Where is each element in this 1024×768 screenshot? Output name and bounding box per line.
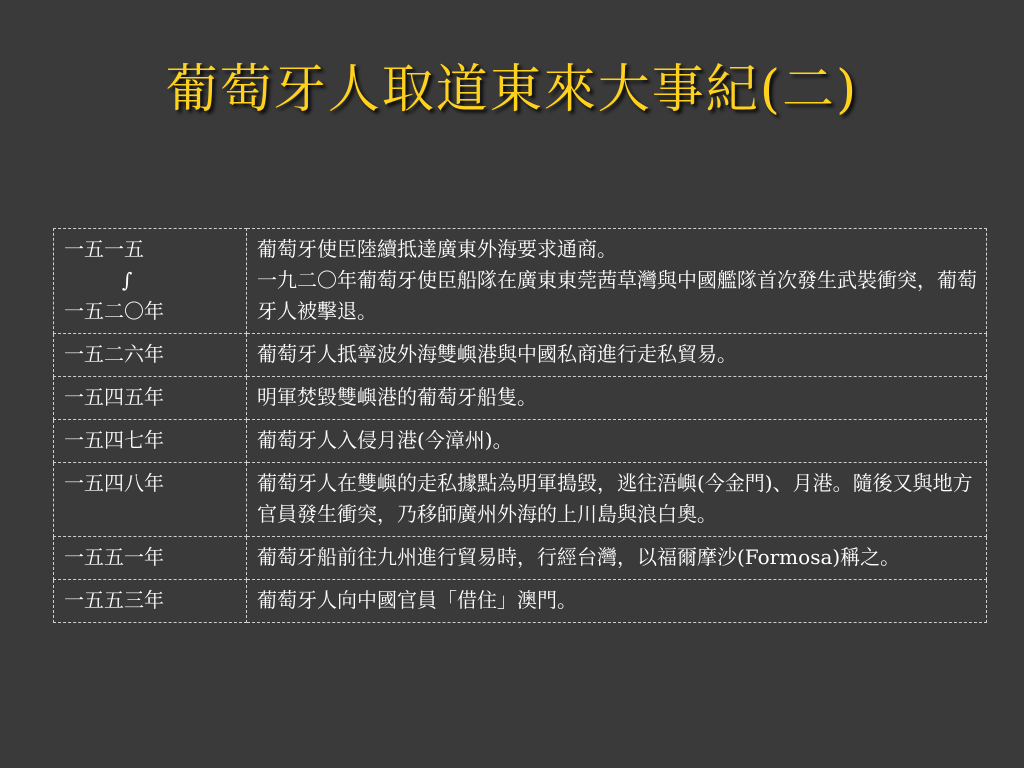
range-symbol: ∫	[122, 268, 133, 292]
table-row	[54, 229, 987, 334]
year-cell: 一五五一年	[54, 537, 247, 580]
year-cell: 一五二六年	[54, 334, 247, 377]
event-text: 一九二〇年葡萄牙使臣船隊在廣東東莞茜草灣與中國艦隊首次發生武裝衝突，葡萄牙人被擊退。	[257, 268, 977, 323]
table-row	[54, 334, 987, 377]
table-row	[54, 377, 987, 420]
year-cell: 一五五三年	[54, 580, 247, 623]
year-start: 一五一五	[64, 237, 144, 261]
table-row	[54, 420, 987, 463]
event-cell: 明軍焚毀雙嶼港的葡萄牙船隻。	[247, 377, 987, 420]
event-cell: 葡萄牙人抵寧波外海雙嶼港與中國私商進行走私貿易。	[247, 334, 987, 377]
event-cell: 葡萄牙人入侵月港(今漳州)。	[247, 420, 987, 463]
year-end: 一五二〇年	[64, 299, 164, 323]
event-cell: 葡萄牙船前往九州進行貿易時，行經台灣，以福爾摩沙(Formosa)稱之。	[247, 537, 987, 580]
table-row	[54, 580, 987, 623]
year-cell: 一五四七年	[54, 420, 247, 463]
event-cell	[247, 229, 987, 334]
table-row	[54, 537, 987, 580]
event-cell: 葡萄牙人在雙嶼的走私據點為明軍搗毀，逃往浯嶼(今金門)、月港。隨後又與地方官員發生衝突，乃移師廣州外海的上川島與浪白奧。	[247, 463, 987, 537]
slide-title: 葡萄牙人取道東來大事紀(二)	[165, 60, 859, 120]
year-cell	[54, 229, 247, 334]
event-cell: 葡萄牙人向中國官員「借住」澳門。	[247, 580, 987, 623]
timeline-table	[53, 228, 987, 623]
table-row	[54, 463, 987, 537]
year-cell: 一五四五年	[54, 377, 247, 420]
event-text: 葡萄牙使臣陸續抵達廣東外海要求通商。	[257, 237, 617, 261]
year-cell: 一五四八年	[54, 463, 247, 537]
